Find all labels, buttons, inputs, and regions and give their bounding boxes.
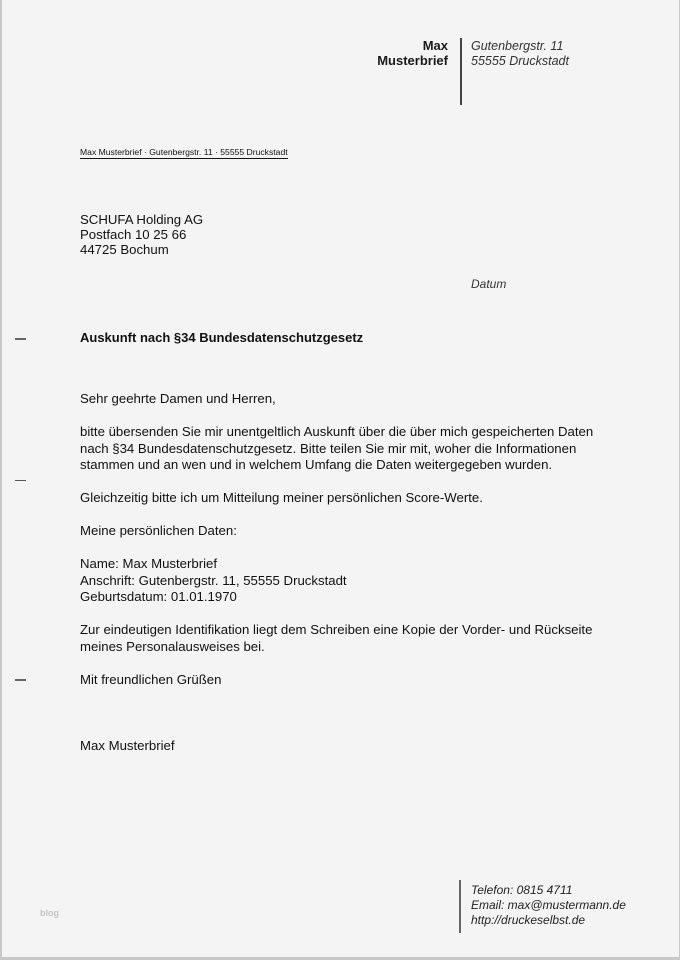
paragraph-score: Gleichzeitig bitte ich um Mitteilung meiner persönlichen Score-Werte. xyxy=(80,490,483,505)
header-divider xyxy=(460,38,462,105)
subject-line: Auskunft nach §34 Bundesdatenschutzgesetz xyxy=(80,330,364,345)
recipient-postbox: Postfach 10 25 66 xyxy=(80,227,187,242)
footer-contact xyxy=(471,883,626,928)
footer-phone: Telefon: 0815 4711 xyxy=(471,883,573,897)
paragraph-line: meines Personalausweises bei. xyxy=(80,638,265,654)
sender-last-name: Musterbrief xyxy=(377,53,448,68)
fold-mark-bottom xyxy=(15,679,26,681)
footer-website: http://druckeselbst.de xyxy=(471,913,586,927)
sender-address xyxy=(471,39,569,69)
letter-body xyxy=(80,391,600,771)
closing: Mit freundlichen Grüßen xyxy=(80,671,222,687)
paragraph-identification xyxy=(80,622,600,655)
sender-name xyxy=(377,38,448,68)
recipient-address xyxy=(80,212,203,257)
paragraph-line: Zur eindeutigen Identifikation liegt dem Schreiben eine Kopie der Vorder- und Rückseite xyxy=(80,622,593,637)
date-label: Datum xyxy=(471,277,507,291)
sender-street: Gutenbergstr. 11 xyxy=(471,39,564,53)
personal-data xyxy=(80,556,600,606)
salutation: Sehr geehrte Damen und Herren, xyxy=(80,391,276,406)
footer-divider xyxy=(459,880,461,933)
personal-data-name: Name: Max Musterbrief xyxy=(80,556,218,571)
footer-email: Email: max@mustermann.de xyxy=(471,898,626,912)
personal-data-heading: Meine persönlichen Daten: xyxy=(80,523,237,538)
paragraph-line: bitte übersenden Sie mir unentgeltlich Auskunft über die über mich gespeicherten Daten xyxy=(80,424,594,439)
paragraph-request xyxy=(80,424,600,474)
signature: Max Musterbrief xyxy=(80,737,175,753)
recipient-name: SCHUFA Holding AG xyxy=(80,212,204,227)
letter-page xyxy=(2,0,679,957)
sender-first-name: Max xyxy=(422,38,448,53)
fold-mark-top xyxy=(15,338,26,340)
personal-data-birthdate: Geburtsdatum: 01.01.1970 xyxy=(80,589,237,604)
watermark: blog xyxy=(40,908,59,918)
return-address-line: Max Musterbrief · Gutenbergstr. 11 · 55555 Druckstadt xyxy=(80,147,288,157)
paragraph-line: stammen und an wen und in welchem Umfang die Daten weitergegeben wurden. xyxy=(80,457,553,472)
paragraph-line: nach §34 Bundesdatenschutzgesetz. Bitte teilen Sie mir mit, woher die Informationen xyxy=(80,440,577,456)
personal-data-address: Anschrift: Gutenbergstr. 11, 55555 Druckstadt xyxy=(80,572,347,588)
sender-city: 55555 Druckstadt xyxy=(471,54,569,68)
recipient-city: 44725 Bochum xyxy=(80,242,169,257)
hole-punch-mark xyxy=(15,480,26,481)
